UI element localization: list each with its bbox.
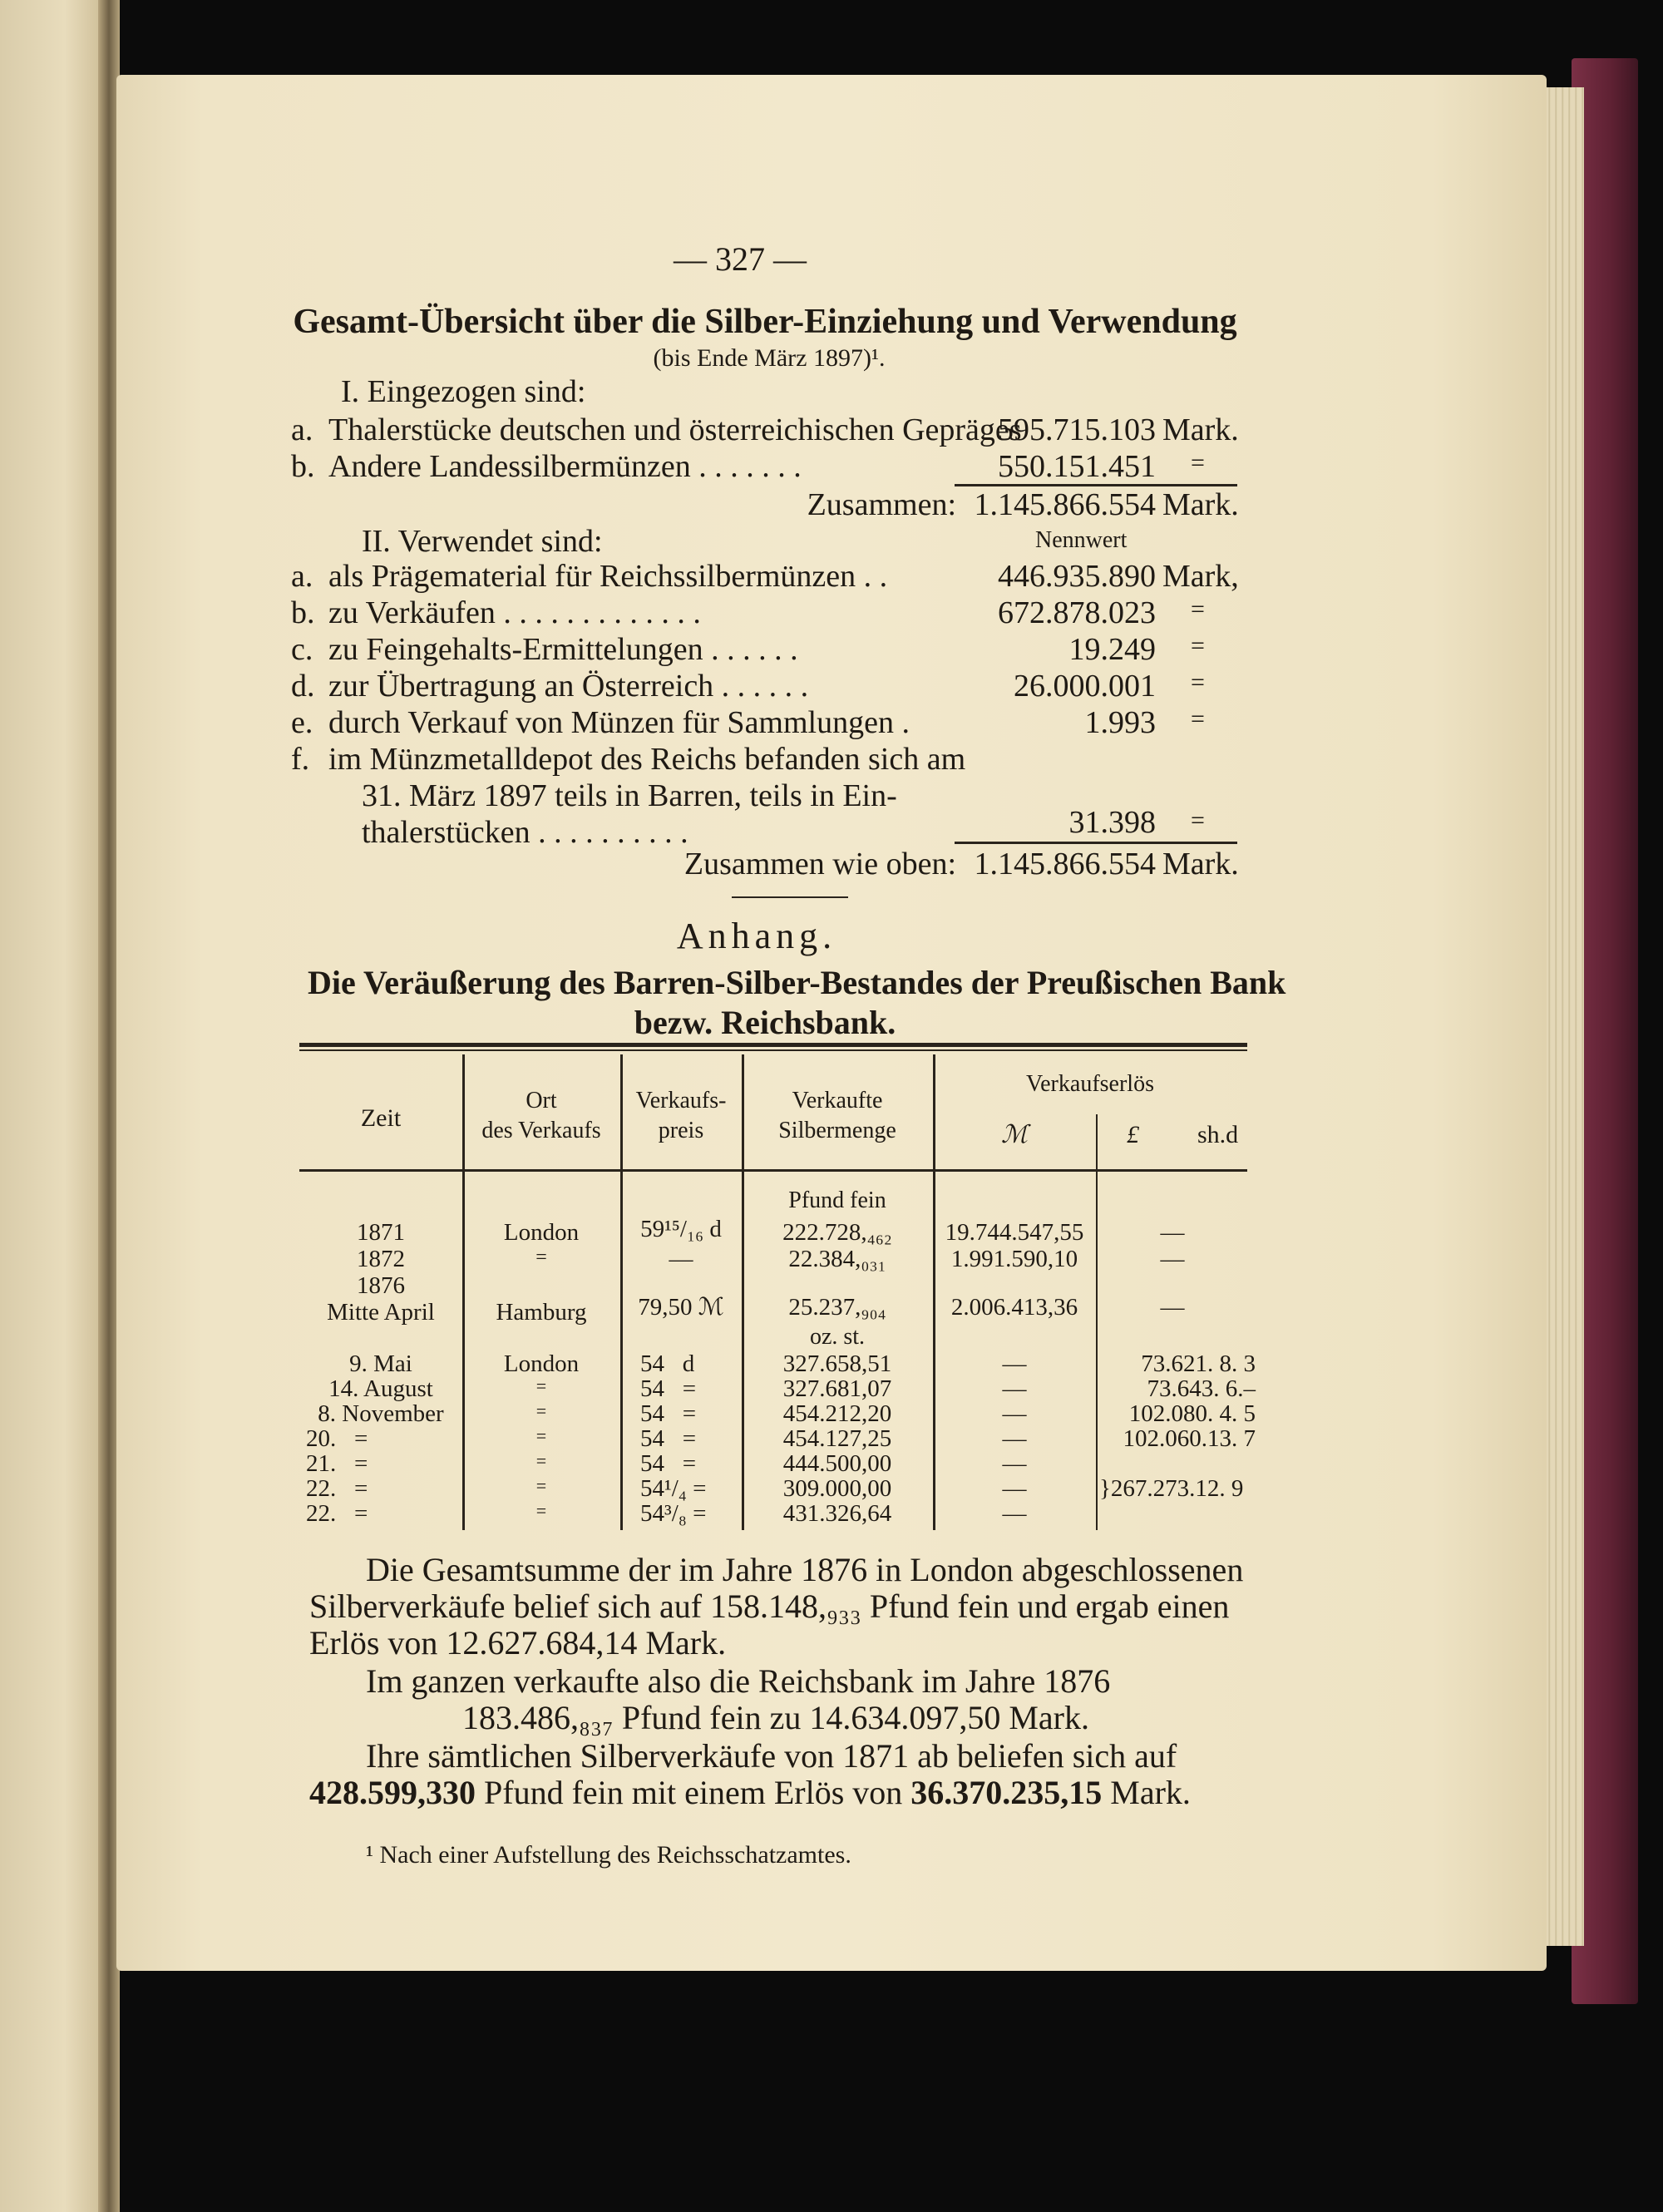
table-col-divider — [1096, 1114, 1098, 1530]
header-zeit: Zeit — [360, 1104, 402, 1132]
cell-zeit: 22. = — [306, 1500, 368, 1527]
cell-mark: — — [1002, 1500, 1027, 1527]
cell-pound: }267.273.12. 9 — [1099, 1475, 1244, 1502]
section2-item-unit: Mark, — [1162, 559, 1239, 594]
section2-item-value: 672.878.023 — [998, 595, 1156, 630]
cell-preis: 54 = — [640, 1375, 697, 1402]
section1-item-text: Thalerstücke deutschen und österreichischen Gepräges — [328, 412, 1022, 447]
section2-item-letter: c. — [291, 632, 313, 667]
cell-menge: 309.000,00 — [782, 1475, 892, 1502]
section1-item-unit: = — [1191, 449, 1205, 476]
sum-rule — [955, 484, 1237, 486]
section1-item-text: Andere Landessilbermünzen . . . . . . . — [328, 449, 802, 484]
section2-item-value: 1.993 — [1084, 705, 1156, 740]
cell-preis: 79,50 ℳ — [638, 1294, 724, 1321]
header-menge-line2: Silbermenge — [778, 1118, 896, 1143]
cell-mark: — — [1002, 1425, 1027, 1452]
cell-zeit: 9. Mai — [349, 1350, 412, 1377]
cell-zeit: Mitte April — [327, 1299, 435, 1326]
section2-item-text: zur Übertragung an Österreich . . . . . . — [328, 669, 809, 704]
total-proceeds: 36.370.235,15 — [910, 1774, 1103, 1811]
appendix-title-line2: bezw. Reichsbank. — [634, 1004, 896, 1041]
total-pounds: 428.599,330 — [309, 1774, 476, 1811]
page-subtitle: (bis Ende März 1897)¹. — [653, 344, 886, 372]
section2-f-value: 31.398 — [1068, 805, 1156, 840]
section2-f-line3: thalerstücken . . . . . . . . . . — [362, 815, 688, 850]
cell-zeit: 21. = — [306, 1450, 368, 1477]
cell-menge: 25.237,₉₀₄ — [788, 1294, 886, 1321]
cell-pound: 102.060.13. 7 — [1123, 1425, 1256, 1452]
section2-total-unit: Mark. — [1162, 847, 1239, 881]
section1-total-label: Zusammen: — [807, 487, 956, 522]
cell-menge: 454.127,25 — [782, 1425, 892, 1452]
divider — [732, 896, 848, 898]
header-menge: Verkaufte — [792, 1088, 883, 1113]
page-number: — 327 — — [674, 240, 807, 278]
paragraph-line — [309, 1776, 1191, 1810]
section2-item-value: 19.249 — [1068, 632, 1156, 667]
cell-preis: 54 = — [640, 1450, 697, 1477]
cell-ort: Hamburg — [496, 1299, 587, 1326]
header-pound: £ — [1127, 1121, 1139, 1148]
cell-ort: = — [535, 1425, 547, 1446]
cell-preis: 54 = — [640, 1425, 697, 1452]
cell-ort: London — [503, 1350, 580, 1377]
cell-ort: = — [535, 1375, 547, 1396]
table-header-rule — [299, 1169, 1247, 1172]
section2-item-value: 26.000.001 — [1014, 669, 1156, 704]
cell-zeit: 20. = — [306, 1425, 368, 1452]
section2-heading: II. Verwendet sind: — [362, 524, 603, 559]
cell-zeit: 14. August — [328, 1375, 433, 1402]
section2-item-letter: b. — [291, 595, 315, 630]
section1-item-letter: a. — [291, 412, 313, 447]
appendix-title-line1: Die Veräußerung des Barren-Silber-Bestandes der Preußischen Bank — [308, 964, 1286, 1001]
section2-item-text: durch Verkauf von Münzen für Sammlungen . — [328, 705, 910, 740]
cell-mark: — — [1002, 1375, 1027, 1402]
cell-preis: 54 d — [640, 1350, 695, 1377]
cell-pound: 102.080. 4. 5 — [1128, 1400, 1256, 1427]
cell-preis: 54 = — [640, 1400, 697, 1427]
cell-zeit: 1876 — [357, 1272, 405, 1299]
cell-menge: 327.681,07 — [782, 1375, 892, 1402]
cell-menge: 454.212,20 — [782, 1400, 892, 1427]
cell-pound: — — [1160, 1219, 1185, 1246]
section1-total-value: 1.145.866.554 — [974, 487, 1156, 522]
paragraph-line: Die Gesamtsumme der im Jahre 1876 in London abgeschlossenen — [366, 1551, 1244, 1588]
cell-menge: 22.384,₀₃₁ — [788, 1246, 886, 1272]
appendix-heading: Anhang. — [676, 916, 837, 956]
section2-item-value: 446.935.890 — [998, 559, 1156, 594]
paragraph-text: Mark. — [1110, 1774, 1191, 1811]
table-top-rule-thin — [299, 1049, 1247, 1051]
paragraph-line: Erlös von 12.627.684,14 Mark. — [309, 1624, 727, 1661]
cell-mark: 2.006.413,36 — [950, 1294, 1078, 1321]
section2-item-text: zu Verkäufen . . . . . . . . . . . . . — [328, 595, 701, 630]
cell-zeit: 8. November — [318, 1400, 444, 1427]
cell-ort: = — [535, 1247, 547, 1268]
section2-item-letter: d. — [291, 669, 315, 704]
table-top-rule — [299, 1043, 1247, 1047]
cell-mark: — — [1002, 1450, 1027, 1477]
cell-menge: 327.658,51 — [782, 1350, 892, 1377]
section2-column-header: Nennwert — [1035, 527, 1128, 553]
unit-oz: oz. st. — [809, 1324, 866, 1350]
header-preis-line2: preis — [658, 1118, 704, 1143]
section2-item-unit: = — [1191, 595, 1205, 623]
section2-item-letter: f. — [291, 742, 310, 777]
cell-mark: 19.744.547,55 — [945, 1219, 1084, 1246]
section1-heading: I. Eingezogen sind: — [341, 374, 586, 409]
cell-ort: = — [535, 1400, 547, 1421]
cell-ort: London — [503, 1219, 580, 1246]
cell-preis: — — [669, 1246, 693, 1272]
cell-mark: — — [1002, 1350, 1027, 1377]
section1-item-unit: Mark. — [1162, 412, 1239, 447]
cell-zeit: 1872 — [357, 1246, 405, 1272]
section2-item-letter: e. — [291, 705, 313, 740]
cell-ort: = — [535, 1450, 547, 1471]
cell-pound: 73.643. 6.– — [1147, 1375, 1256, 1402]
header-mark: ℳ — [1000, 1121, 1029, 1148]
section2-item-unit: = — [1191, 632, 1205, 659]
paragraph-line: 183.486,₈₃₇ Pfund fein zu 14.634.097,50 Mark. — [462, 1699, 1089, 1736]
cell-zeit: 1871 — [357, 1219, 405, 1246]
section2-total-value: 1.145.866.554 — [974, 847, 1156, 881]
section1-item-value: 595.715.103 — [998, 412, 1156, 447]
paragraph-text: Pfund fein mit einem Erlös von — [484, 1774, 903, 1811]
section1-item-value: 550.151.451 — [998, 449, 1156, 484]
cell-pound: — — [1160, 1246, 1185, 1272]
paragraph-line: Silberverkäufe belief sich auf 158.148,₉₃₃ Pfund fein und ergab einen — [309, 1587, 1230, 1625]
sum-rule — [955, 842, 1237, 844]
section2-item-text: als Prägematerial für Reichssilbermünzen . . — [328, 559, 888, 594]
cell-menge: 444.500,00 — [782, 1450, 892, 1477]
cell-pound: — — [1160, 1294, 1185, 1321]
cell-menge: 431.326,64 — [782, 1500, 892, 1527]
cell-ort: = — [535, 1475, 547, 1496]
cell-mark: 1.991.590,10 — [950, 1246, 1078, 1272]
left-page-edge — [0, 0, 108, 2212]
section2-f-line2: 31. März 1897 teils in Barren, teils in Ein- — [362, 778, 897, 813]
header-erloes: Verkaufserlös — [1026, 1071, 1154, 1097]
section2-item-letter: a. — [291, 559, 313, 594]
cell-mark: — — [1002, 1400, 1027, 1427]
header-ort: Ort — [526, 1088, 557, 1113]
cell-ort: = — [535, 1500, 547, 1521]
footnote: ¹ Nach einer Aufstellung des Reichsschatzamtes. — [366, 1841, 851, 1869]
cell-mark: — — [1002, 1475, 1027, 1502]
section1-item-letter: b. — [291, 449, 315, 484]
cell-menge: 222.728,₄₆₂ — [782, 1219, 892, 1246]
section2-item-text: zu Feingehalts-Ermittelungen . . . . . . — [328, 632, 798, 667]
header-ort-line2: des Verkaufs — [481, 1118, 601, 1143]
section2-f-unit: = — [1191, 807, 1205, 834]
cell-preis: 54¹/₄ = — [640, 1475, 707, 1502]
cell-pound: 73.621. 8. 3 — [1141, 1350, 1256, 1377]
cell-preis: 54³/₈ = — [640, 1500, 707, 1527]
unit-pfund: Pfund fein — [788, 1187, 886, 1213]
paragraph-line: Im ganzen verkaufte also die Reichsbank im Jahre 1876 — [366, 1662, 1111, 1700]
section2-item-unit: = — [1191, 669, 1205, 696]
page-title: Gesamt-Übersicht über die Silber-Einziehung und Verwendung — [293, 303, 1237, 341]
header-shd: sh.d — [1197, 1121, 1239, 1148]
section2-total-label: Zusammen wie oben: — [683, 847, 956, 881]
cell-zeit: 22. = — [306, 1475, 368, 1502]
section2-item-text: im Münzmetalldepot des Reichs befanden sich am — [328, 742, 966, 777]
section2-item-unit: = — [1191, 705, 1205, 733]
paragraph-line: Ihre sämtlichen Silberverkäufe von 1871 ab beliefen sich auf — [366, 1737, 1177, 1775]
header-preis: Verkaufs- — [635, 1088, 727, 1113]
cell-preis: 59¹⁵/₁₆ d — [640, 1216, 722, 1242]
section1-total-unit: Mark. — [1162, 487, 1239, 522]
